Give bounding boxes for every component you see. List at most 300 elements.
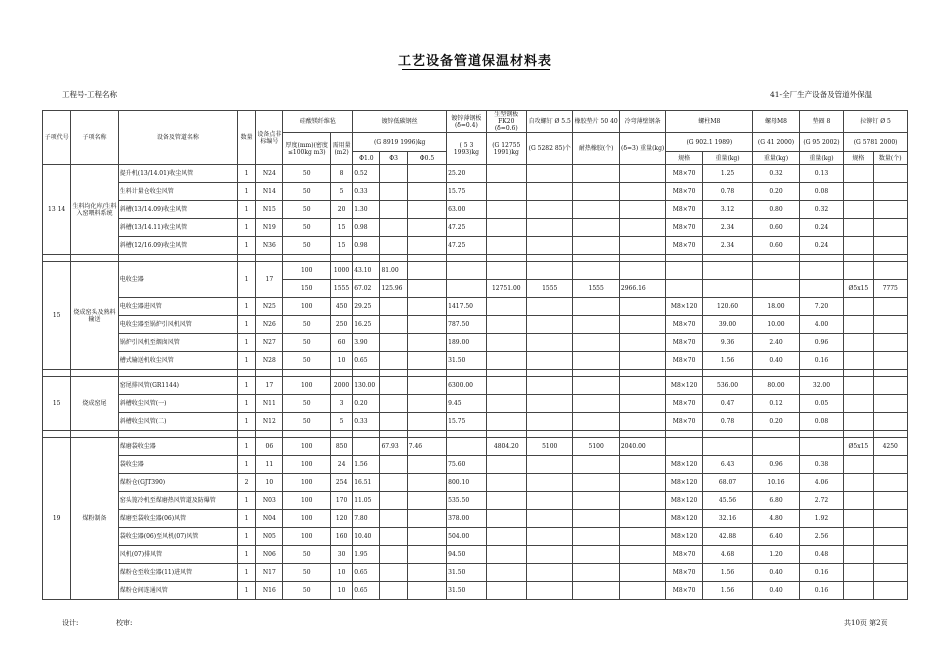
table-cell: 15 xyxy=(330,219,352,237)
table-cell: 10.00 xyxy=(753,316,799,334)
hdr-cold-note: (δ=3) 重量(kg) xyxy=(619,133,665,165)
table-cell xyxy=(407,377,446,395)
table-cell: 0.60 xyxy=(753,219,799,237)
table-cell: 504.00 xyxy=(447,528,486,546)
table-cell: 4.06 xyxy=(799,474,843,492)
table-cell xyxy=(573,492,619,510)
table-cell: 1 xyxy=(238,377,256,395)
separator-cell xyxy=(238,255,256,262)
table-cell: 煤粉仓间连通风管 xyxy=(118,582,237,600)
table-cell: 1 xyxy=(238,165,256,183)
table-cell: 10 xyxy=(330,582,352,600)
table-cell xyxy=(702,262,753,280)
table-cell: 0.38 xyxy=(799,456,843,474)
material-table xyxy=(42,110,908,600)
table-cell xyxy=(753,280,799,298)
table-cell: 42.88 xyxy=(702,528,753,546)
table-cell: 袋收尘器 xyxy=(118,456,237,474)
table-cell xyxy=(844,395,873,413)
table-cell xyxy=(407,298,446,316)
hdr-cold: 冷弯薄壁钢条 xyxy=(619,111,665,133)
table-cell: 窑头篦冷机至煤磨热风管道及防爆管 xyxy=(118,492,237,510)
separator-cell xyxy=(844,370,873,377)
table-cell xyxy=(486,413,526,431)
table-cell: 0.96 xyxy=(799,334,843,352)
table-cell: 0.24 xyxy=(799,219,843,237)
table-row xyxy=(43,456,908,474)
table-cell: 1 xyxy=(238,492,256,510)
table-cell xyxy=(486,219,526,237)
hdr-sheet2: 生型钢板FK20 (δ=0.6) xyxy=(486,111,526,133)
table-row xyxy=(43,510,908,528)
separator-cell xyxy=(666,255,702,262)
table-cell: 15 xyxy=(43,377,71,431)
table-cell: N04 xyxy=(256,510,283,528)
table-cell: M8×70 xyxy=(666,316,702,334)
table-cell xyxy=(353,438,380,456)
table-cell xyxy=(486,492,526,510)
hdr-bolt-spec: 规格 xyxy=(666,152,702,165)
table-cell xyxy=(526,201,572,219)
table-cell: 0.96 xyxy=(753,456,799,474)
table-cell: 4250 xyxy=(873,438,908,456)
table-cell: M8×120 xyxy=(666,492,702,510)
table-cell: 100 xyxy=(283,438,330,456)
table-cell: 10 xyxy=(330,564,352,582)
table-cell: 0.33 xyxy=(353,183,380,201)
separator-cell xyxy=(283,255,330,262)
table-cell: 50 xyxy=(283,316,330,334)
table-cell xyxy=(380,492,407,510)
table-cell xyxy=(380,237,407,255)
table-row xyxy=(43,165,908,183)
table-cell xyxy=(486,474,526,492)
table-cell xyxy=(844,298,873,316)
table-cell: 1 xyxy=(238,413,256,431)
table-cell: 1.92 xyxy=(799,510,843,528)
hdr-silicate: 硅酸镁纤维毡 xyxy=(283,111,353,133)
table-cell: 3.12 xyxy=(702,201,753,219)
table-cell: 1000 xyxy=(330,262,352,280)
table-cell: 50 xyxy=(283,219,330,237)
table-cell: 0.78 xyxy=(702,413,753,431)
table-cell: 17 xyxy=(256,262,283,298)
table-cell: 0.13 xyxy=(799,165,843,183)
table-cell: 0.12 xyxy=(753,395,799,413)
table-cell: 19 xyxy=(43,438,71,600)
table-cell xyxy=(380,456,407,474)
table-cell xyxy=(619,582,665,600)
table-cell: 50 xyxy=(283,395,330,413)
table-cell xyxy=(526,377,572,395)
table-cell: 0.32 xyxy=(753,165,799,183)
table-cell xyxy=(526,352,572,370)
table-cell: 5100 xyxy=(526,438,572,456)
table-cell xyxy=(526,582,572,600)
table-cell xyxy=(844,219,873,237)
table-cell: M8×70 xyxy=(666,183,702,201)
table-cell xyxy=(380,334,407,352)
hdr-bolt-std: (G 902.1 1989) xyxy=(666,133,753,152)
table-cell xyxy=(573,334,619,352)
table-cell: 3 xyxy=(330,395,352,413)
table-cell xyxy=(407,474,446,492)
hdr-washer-weight: 重量(kg) xyxy=(799,152,843,165)
hdr-rivet: 拉铆钉 Ø 5 xyxy=(844,111,908,133)
table-cell: N15 xyxy=(256,201,283,219)
table-cell xyxy=(619,262,665,280)
table-cell: 1 xyxy=(238,564,256,582)
table-cell: 31.50 xyxy=(447,582,486,600)
table-cell: 80.00 xyxy=(753,377,799,395)
table-cell xyxy=(873,377,908,395)
table-cell: 0.47 xyxy=(702,395,753,413)
table-cell: 536.00 xyxy=(702,377,753,395)
table-cell: 50 xyxy=(283,334,330,352)
table-row xyxy=(43,334,908,352)
group-separator xyxy=(43,370,908,377)
table-cell xyxy=(380,474,407,492)
table-cell: 1.56 xyxy=(702,564,753,582)
table-cell: 锅炉引风机至烟囱风管 xyxy=(118,334,237,352)
hdr-area: 需用量(m2) xyxy=(330,133,352,165)
separator-cell xyxy=(573,255,619,262)
table-cell xyxy=(844,546,873,564)
separator-cell xyxy=(447,255,486,262)
table-cell: N19 xyxy=(256,219,283,237)
table-cell: 0.05 xyxy=(799,395,843,413)
table-row xyxy=(43,528,908,546)
table-cell xyxy=(666,262,702,280)
hdr-item-name: 子项名称 xyxy=(71,111,118,165)
table-cell xyxy=(526,298,572,316)
table-cell: 5100 xyxy=(573,438,619,456)
separator-cell xyxy=(526,431,572,438)
separator-cell xyxy=(380,370,407,377)
table-cell: 煤粉仓(GJT390) xyxy=(118,474,237,492)
table-cell xyxy=(619,395,665,413)
table-cell: 0.33 xyxy=(353,413,380,431)
table-cell: 7.46 xyxy=(407,438,446,456)
table-cell: 0.65 xyxy=(353,352,380,370)
table-cell: 1 xyxy=(238,237,256,255)
table-cell xyxy=(619,165,665,183)
table-cell: 8 xyxy=(330,165,352,183)
table-cell xyxy=(486,352,526,370)
table-cell: 生料均化库/生料入窑喂料系统 xyxy=(71,165,118,255)
table-cell: 1 xyxy=(238,298,256,316)
table-cell: 18.00 xyxy=(753,298,799,316)
table-cell xyxy=(407,183,446,201)
table-cell: 1.25 xyxy=(702,165,753,183)
table-cell xyxy=(844,413,873,431)
table-cell: 0.78 xyxy=(702,183,753,201)
hdr-phi05: Φ0.5 xyxy=(407,152,446,165)
separator-cell xyxy=(118,370,237,377)
table-cell: 378.00 xyxy=(447,510,486,528)
separator-cell xyxy=(666,431,702,438)
table-cell: 11 xyxy=(256,456,283,474)
table-cell: 31.50 xyxy=(447,564,486,582)
table-cell: 16.25 xyxy=(353,316,380,334)
table-cell: 100 xyxy=(283,262,330,280)
table-cell: 1 xyxy=(238,582,256,600)
table-row xyxy=(43,201,908,219)
table-cell: 100 xyxy=(283,492,330,510)
table-cell: 50 xyxy=(283,564,330,582)
separator-cell xyxy=(380,431,407,438)
table-cell xyxy=(873,510,908,528)
separator-cell xyxy=(486,431,526,438)
table-cell: 7.20 xyxy=(799,298,843,316)
table-cell xyxy=(619,413,665,431)
separator-cell xyxy=(353,431,380,438)
table-cell xyxy=(619,201,665,219)
table-cell xyxy=(380,352,407,370)
table-cell: 0.65 xyxy=(353,564,380,582)
table-cell xyxy=(447,262,486,280)
separator-cell xyxy=(873,431,908,438)
table-cell xyxy=(380,201,407,219)
table-cell xyxy=(526,564,572,582)
table-cell: 2.56 xyxy=(799,528,843,546)
table-cell: M8×70 xyxy=(666,413,702,431)
table-cell: 0.32 xyxy=(799,201,843,219)
table-cell: 9.36 xyxy=(702,334,753,352)
table-cell xyxy=(844,183,873,201)
table-cell: 125.96 xyxy=(380,280,407,298)
table-cell: 850 xyxy=(330,438,352,456)
table-cell: 15.75 xyxy=(447,183,486,201)
table-cell: 24 xyxy=(330,456,352,474)
table-cell: 100 xyxy=(283,474,330,492)
subtitle-label: 41-全厂生产设备及管道外保温 xyxy=(770,90,873,99)
table-cell xyxy=(619,474,665,492)
table-cell xyxy=(666,438,702,456)
table-cell xyxy=(873,546,908,564)
table-cell: 风机(07)排风管 xyxy=(118,546,237,564)
separator-cell xyxy=(43,431,71,438)
separator-cell xyxy=(799,255,843,262)
table-cell: 100 xyxy=(283,456,330,474)
table-cell xyxy=(486,395,526,413)
separator-cell xyxy=(619,370,665,377)
group-separator xyxy=(43,431,908,438)
table-cell xyxy=(873,183,908,201)
table-cell xyxy=(486,237,526,255)
table-cell: 2040.00 xyxy=(619,438,665,456)
table-cell xyxy=(573,237,619,255)
table-cell xyxy=(407,262,446,280)
table-cell: 0.20 xyxy=(753,183,799,201)
table-cell: N17 xyxy=(256,564,283,582)
table-cell xyxy=(526,456,572,474)
table-cell: 煤磨至袋收尘器(06)风管 xyxy=(118,510,237,528)
table-cell: 535.50 xyxy=(447,492,486,510)
table-cell: 50 xyxy=(283,165,330,183)
table-cell: 1 xyxy=(238,528,256,546)
table-cell xyxy=(573,413,619,431)
table-row xyxy=(43,413,908,431)
table-cell: 150 xyxy=(283,280,330,298)
table-cell: 斜槽收尘风管(一) xyxy=(118,395,237,413)
table-cell xyxy=(619,564,665,582)
table-cell: 47.25 xyxy=(447,237,486,255)
separator-cell xyxy=(353,370,380,377)
table-cell: 787.50 xyxy=(447,316,486,334)
table-cell xyxy=(486,298,526,316)
table-cell xyxy=(486,528,526,546)
table-cell xyxy=(380,377,407,395)
table-cell: 17 xyxy=(256,377,283,395)
table-cell xyxy=(844,201,873,219)
table-cell xyxy=(407,201,446,219)
table-cell: 10.40 xyxy=(353,528,380,546)
separator-cell xyxy=(71,431,118,438)
table-cell: 50 xyxy=(283,582,330,600)
table-cell: 20 xyxy=(330,201,352,219)
table-cell xyxy=(407,237,446,255)
separator-cell xyxy=(256,370,283,377)
table-cell xyxy=(526,237,572,255)
table-cell: N03 xyxy=(256,492,283,510)
table-cell: N12 xyxy=(256,413,283,431)
table-cell: M8×120 xyxy=(666,298,702,316)
separator-cell xyxy=(71,370,118,377)
separator-cell xyxy=(407,255,446,262)
separator-cell xyxy=(619,255,665,262)
title-underline xyxy=(402,69,550,70)
table-cell xyxy=(844,510,873,528)
table-cell: 0.52 xyxy=(353,165,380,183)
table-cell: 68.07 xyxy=(702,474,753,492)
table-cell: 窑尾排风管(GR1144) xyxy=(118,377,237,395)
table-cell xyxy=(380,183,407,201)
table-cell: 50 xyxy=(283,183,330,201)
table-cell xyxy=(873,564,908,582)
table-cell: 189.00 xyxy=(447,334,486,352)
table-cell xyxy=(407,352,446,370)
table-cell: 1.56 xyxy=(702,582,753,600)
table-cell xyxy=(407,219,446,237)
table-cell: N26 xyxy=(256,316,283,334)
table-cell: 烧成窑头及熟料输送 xyxy=(71,262,118,370)
table-cell xyxy=(486,334,526,352)
table-cell xyxy=(573,165,619,183)
table-cell xyxy=(873,395,908,413)
table-cell: 斜槽(12/16.09)收尘风管 xyxy=(118,237,237,255)
table-cell: 0.16 xyxy=(799,564,843,582)
table-cell: 2.72 xyxy=(799,492,843,510)
table-cell: 25.20 xyxy=(447,165,486,183)
separator-cell xyxy=(702,431,753,438)
table-cell xyxy=(486,262,526,280)
table-row xyxy=(43,582,908,600)
table-cell xyxy=(844,262,873,280)
table-cell: 袋收尘器(06)至风机(07)风管 xyxy=(118,528,237,546)
table-cell xyxy=(844,237,873,255)
separator-cell xyxy=(526,255,572,262)
table-cell xyxy=(407,528,446,546)
table-cell: 1.95 xyxy=(353,546,380,564)
table-cell: 4.00 xyxy=(799,316,843,334)
hdr-zinc-sheet: 镀锌薄钢板(δ=0.4) xyxy=(447,111,486,133)
table-cell xyxy=(799,280,843,298)
table-cell: M8×70 xyxy=(666,564,702,582)
table-row xyxy=(43,564,908,582)
table-cell: 7.80 xyxy=(353,510,380,528)
footer-page: 共10页 第2页 xyxy=(844,619,888,627)
table-cell: 45.56 xyxy=(702,492,753,510)
table-cell xyxy=(526,510,572,528)
table-cell: 9.45 xyxy=(447,395,486,413)
table-cell xyxy=(407,395,446,413)
table-cell: M8×70 xyxy=(666,546,702,564)
table-cell: 0.16 xyxy=(799,352,843,370)
hdr-item-no: 子项代号 xyxy=(43,111,71,165)
table-cell xyxy=(573,474,619,492)
table-cell: 斜槽(13/14.11)收尘风管 xyxy=(118,219,237,237)
table-cell xyxy=(844,456,873,474)
table-cell xyxy=(873,528,908,546)
table-cell xyxy=(844,334,873,352)
table-cell xyxy=(619,237,665,255)
table-cell xyxy=(407,316,446,334)
hdr-equip-name: 设备及管道名称 xyxy=(118,111,237,165)
table-cell: 4804.20 xyxy=(486,438,526,456)
table-cell xyxy=(619,352,665,370)
table-cell: 0.08 xyxy=(799,183,843,201)
table-cell: 10 xyxy=(330,352,352,370)
table-cell xyxy=(486,582,526,600)
table-cell xyxy=(873,298,908,316)
table-cell: 2000 xyxy=(330,377,352,395)
table-cell xyxy=(380,395,407,413)
table-cell: 0.16 xyxy=(799,582,843,600)
table-cell: 6300.00 xyxy=(447,377,486,395)
table-cell: 6.40 xyxy=(753,528,799,546)
table-cell: M8×70 xyxy=(666,237,702,255)
table-cell: 烧成窑尾 xyxy=(71,377,118,431)
table-cell: 120.60 xyxy=(702,298,753,316)
separator-cell xyxy=(702,370,753,377)
separator-cell xyxy=(486,370,526,377)
table-cell xyxy=(407,510,446,528)
table-cell: 2.34 xyxy=(702,237,753,255)
table-cell xyxy=(380,528,407,546)
table-cell xyxy=(407,334,446,352)
table-cell xyxy=(526,219,572,237)
table-cell xyxy=(844,564,873,582)
separator-cell xyxy=(844,431,873,438)
table-cell xyxy=(573,352,619,370)
table-cell xyxy=(486,377,526,395)
table-cell xyxy=(407,413,446,431)
table-cell: 32.16 xyxy=(702,510,753,528)
table-cell xyxy=(486,316,526,334)
table-cell: 10.16 xyxy=(753,474,799,492)
table-cell xyxy=(844,492,873,510)
table-cell xyxy=(844,474,873,492)
table-cell: 50 xyxy=(283,546,330,564)
table-cell: 50 xyxy=(283,237,330,255)
table-cell xyxy=(619,528,665,546)
table-cell xyxy=(873,456,908,474)
separator-cell xyxy=(407,431,446,438)
separator-cell xyxy=(619,431,665,438)
table-row xyxy=(43,262,908,280)
separator-cell xyxy=(118,255,237,262)
